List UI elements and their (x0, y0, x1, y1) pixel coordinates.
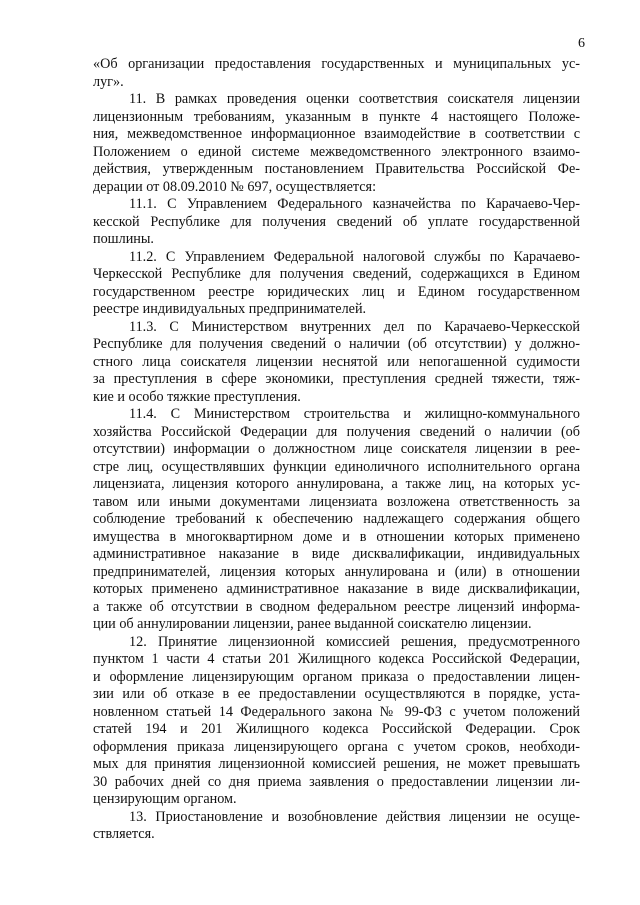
paragraph-p-11-2 (93, 249, 580, 319)
text-line: статей 194 и 201 Жилищного кодекса Российской Федерации. Срок (93, 721, 580, 737)
paragraph-p-11-1 (93, 196, 580, 249)
text-line: действия, утвержденным постановлением Правительства Российской Фе- (93, 161, 580, 177)
text-line: луг». (93, 73, 124, 90)
text-line: Положением о единой системе межведомственного электронного взаимо- (93, 143, 580, 160)
text-line: соблюдение требований к обеспечению надлежащего содержания общего (93, 511, 580, 527)
text-line: зии или об отказе в ее предоставлении осуществляются в порядке, уста- (93, 686, 580, 702)
paragraph-p-13 (93, 809, 580, 844)
text-line: «Об организации предоставления государственных и муниципальных ус- (93, 56, 580, 72)
text-line: кесской Республике для получения сведений об уплате государственной (93, 213, 580, 230)
text-line: Черкесской Республике для получения сведений, содержащихся в Едином (93, 266, 580, 282)
text-line: пошлины. (93, 231, 154, 247)
text-line: мых для принятия лицензионной комиссией решения, не может превышать (93, 756, 580, 772)
paragraph-p-11 (93, 91, 580, 196)
text-line: административное наказание в виде дисквалификации, индивидуальных (93, 546, 580, 562)
paragraph-p-12 (93, 634, 580, 809)
text-line: кие и особо тяжкие преступления. (93, 388, 301, 405)
text-line: имущества в многоквартирном доме и в отношении которых применено (93, 528, 580, 545)
text-line: которых применено административное наказание в виде дисквалификации, (93, 581, 580, 597)
text-line: отсутствии) информации о должностном лице соискателя лицензии в рее- (93, 441, 580, 457)
text-line: и оформление лицензирующим органом приказа о предоставлении лицен- (93, 668, 580, 685)
text-line: новленном статьей 14 Федерального закона № 99-ФЗ с учетом положений (93, 703, 580, 720)
paragraph-p-11-3 (93, 319, 580, 407)
text-line: дерации от 08.09.2010 № 697, осуществляется: (93, 178, 377, 195)
text-line: 11.1. С Управлением Федерального казначейства по Карачаево-Чер- (129, 196, 580, 212)
text-line: ции об аннулировании лицензии, ранее выданной соискателю лицензии. (93, 616, 532, 632)
text-line: цензирующим органом. (93, 791, 237, 807)
text-line: стного лица соискателя лицензии неснятой или непогашенной судимости (93, 353, 580, 370)
text-line: реестре индивидуальных предпринимателей. (93, 301, 367, 317)
text-line: лицензионным требованиям, указанным в пункте 4 настоящего Положе- (93, 108, 580, 125)
text-line: 11.4. С Министерством строительства и жилищно-коммунального (129, 406, 580, 422)
paragraph-p-cont (93, 56, 580, 91)
text-line: тавом или иными документами лицензиата возложена ответственность за (93, 493, 580, 510)
text-line: государственном реестре юридических лиц и Едином государственном (93, 283, 580, 300)
text-line: ствляется. (93, 826, 155, 842)
paragraph-p-11-4 (93, 406, 580, 634)
text-line: 11. В рамках проведения оценки соответствия соискателя лицензии (129, 91, 580, 107)
text-line: стре лиц, осуществлявших функции единоличного исполнительного органа (93, 458, 580, 475)
text-line: ния, межведомственное информационное взаимодействие в соответствии с (93, 126, 580, 142)
text-line: лицензиата, лицензия которого аннулирована, а также лиц, на которых ус- (93, 476, 580, 492)
text-line: 30 рабочих дней со дня приема заявления о предоставлении лицензии ли- (93, 773, 580, 790)
page-number: 6 (578, 36, 585, 51)
text-line: 11.2. С Управлением Федеральной налоговой службы по Карачаево- (129, 248, 580, 265)
document-body (93, 56, 580, 844)
text-line: 11.3. С Министерством внутренних дел по Карачаево-Черкесской (129, 318, 580, 335)
text-line: оформления приказа лицензирующего органа с учетом сроков, необходи- (93, 738, 580, 755)
text-line: пунктом 1 части 4 статьи 201 Жилищного кодекса Российской Федерации, (93, 651, 580, 667)
text-line: хозяйства Российской Федерации для получения сведений о наличии (об (93, 423, 580, 440)
text-line: за преступления в сфере экономики, преступления средней тяжести, тяж- (93, 371, 580, 387)
text-line: 13. Приостановление и возобновление действия лицензии не осуще- (129, 808, 580, 825)
text-line: Республике для получения сведений о наличии (об отсутствии) у должно- (93, 336, 580, 352)
text-line: а также об отсутствии в сводном федеральном реестре лицензий информа- (93, 598, 580, 615)
text-line: предпринимателей, лицензия которых аннулирована и (или) в отношении (93, 563, 580, 580)
text-line: 12. Принятие лицензионной комиссией решения, предусмотренного (129, 633, 580, 650)
